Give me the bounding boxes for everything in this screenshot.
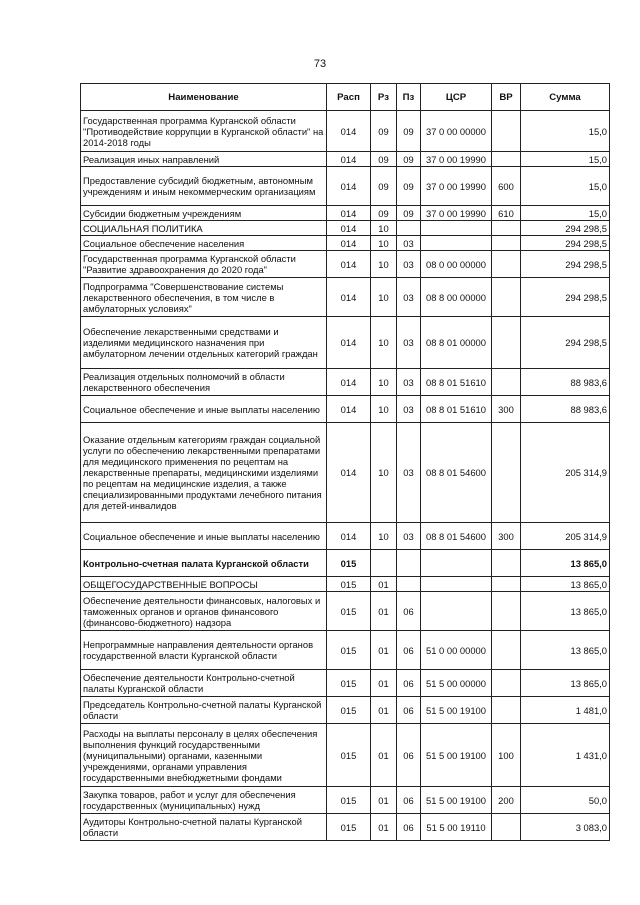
- cell-rasp: 014: [327, 396, 371, 423]
- cell-name: Реализация иных направлений: [81, 152, 327, 167]
- cell-pz: 03: [397, 317, 421, 369]
- header-csr: ЦСР: [421, 84, 492, 111]
- cell-pz: 03: [397, 369, 421, 396]
- cell-pz: 03: [397, 523, 421, 550]
- cell-rasp: 015: [327, 787, 371, 814]
- cell-name: Оказание отдельным категориям граждан социальной услуги по обеспечению лекарственными препаратами для медицинского применения по рецептам на лекарственные препараты, медицинскими изделиями по рецептам на медицинские изделия, а также специализированными продуктами лечебного питания для детей-инвалидов: [81, 423, 327, 523]
- cell-pz: 09: [397, 206, 421, 221]
- cell-rasp: 014: [327, 111, 371, 152]
- cell-sum: 1 431,0: [521, 724, 610, 787]
- cell-pz: 09: [397, 167, 421, 206]
- cell-rasp: 014: [327, 523, 371, 550]
- table-row: [81, 236, 610, 251]
- cell-csr: 51 5 00 19110: [421, 814, 492, 841]
- cell-rasp: 015: [327, 631, 371, 670]
- cell-pz: 06: [397, 787, 421, 814]
- cell-sum: 50,0: [521, 787, 610, 814]
- table-row: [81, 697, 610, 724]
- cell-name: Непрограммные направления деятельности органов государственной власти Курганской области: [81, 631, 327, 670]
- table-row: [81, 577, 610, 592]
- table-row: [81, 423, 610, 523]
- cell-csr: 37 0 00 19990: [421, 152, 492, 167]
- cell-vr: [492, 592, 521, 631]
- cell-sum: 88 983,6: [521, 369, 610, 396]
- header-rz: Рз: [371, 84, 397, 111]
- cell-rz: 09: [371, 167, 397, 206]
- cell-rz: 10: [371, 396, 397, 423]
- cell-name: Социальное обеспечение населения: [81, 236, 327, 251]
- cell-rasp: 015: [327, 814, 371, 841]
- table-row: [81, 167, 610, 206]
- cell-name: СОЦИАЛЬНАЯ ПОЛИТИКА: [81, 221, 327, 236]
- cell-csr: 51 5 00 19100: [421, 787, 492, 814]
- cell-vr: 600: [492, 167, 521, 206]
- cell-csr: 51 5 00 19100: [421, 724, 492, 787]
- cell-rz: 09: [371, 152, 397, 167]
- cell-vr: [492, 251, 521, 278]
- table-header-row: [81, 84, 610, 111]
- header-rasp: Расп: [327, 84, 371, 111]
- cell-csr: 08 0 00 00000: [421, 251, 492, 278]
- cell-csr: 51 5 00 19100: [421, 697, 492, 724]
- header-vr: ВР: [492, 84, 521, 111]
- cell-pz: 06: [397, 592, 421, 631]
- cell-vr: 300: [492, 523, 521, 550]
- cell-rz: 10: [371, 236, 397, 251]
- cell-name: Социальное обеспечение и иные выплаты населению: [81, 396, 327, 423]
- cell-csr: 37 0 00 19990: [421, 206, 492, 221]
- cell-vr: 200: [492, 787, 521, 814]
- page-number: 73: [313, 58, 327, 70]
- cell-vr: [492, 550, 521, 577]
- cell-sum: 3 083,0: [521, 814, 610, 841]
- table-row: [81, 369, 610, 396]
- cell-rasp: 015: [327, 577, 371, 592]
- cell-vr: [492, 577, 521, 592]
- table-row: [81, 317, 610, 369]
- cell-rz: 10: [371, 251, 397, 278]
- cell-name: Предоставление субсидий бюджетным, автономным учреждениям и иным некоммерческим организациям: [81, 167, 327, 206]
- cell-rasp: 015: [327, 697, 371, 724]
- cell-vr: [492, 278, 521, 317]
- cell-vr: [492, 697, 521, 724]
- cell-name: Председатель Контрольно-счетной палаты Курганской области: [81, 697, 327, 724]
- cell-vr: [492, 423, 521, 523]
- cell-rasp: 015: [327, 550, 371, 577]
- cell-csr: 08 8 01 54600: [421, 523, 492, 550]
- cell-sum: 294 298,5: [521, 278, 610, 317]
- cell-csr: [421, 221, 492, 236]
- cell-csr: [421, 592, 492, 631]
- cell-vr: [492, 317, 521, 369]
- cell-csr: 08 8 00 00000: [421, 278, 492, 317]
- table-row: [81, 152, 610, 167]
- cell-pz: 03: [397, 251, 421, 278]
- cell-rasp: 014: [327, 167, 371, 206]
- table-row: [81, 631, 610, 670]
- table-row: [81, 814, 610, 841]
- cell-sum: 294 298,5: [521, 317, 610, 369]
- cell-rz: 01: [371, 577, 397, 592]
- cell-vr: [492, 631, 521, 670]
- cell-rasp: 014: [327, 369, 371, 396]
- cell-name: Субсидии бюджетным учреждениям: [81, 206, 327, 221]
- cell-rasp: 015: [327, 592, 371, 631]
- cell-vr: [492, 152, 521, 167]
- table-row: [81, 724, 610, 787]
- cell-rasp: 014: [327, 423, 371, 523]
- cell-rasp: 014: [327, 278, 371, 317]
- cell-pz: 03: [397, 236, 421, 251]
- cell-sum: 15,0: [521, 167, 610, 206]
- cell-pz: 09: [397, 111, 421, 152]
- cell-name: ОБЩЕГОСУДАРСТВЕННЫЕ ВОПРОСЫ: [81, 577, 327, 592]
- cell-pz: 06: [397, 814, 421, 841]
- cell-rz: 09: [371, 111, 397, 152]
- table-row: [81, 278, 610, 317]
- cell-csr: 08 8 01 51610: [421, 369, 492, 396]
- cell-rasp: 015: [327, 724, 371, 787]
- cell-rasp: 014: [327, 317, 371, 369]
- cell-rz: 01: [371, 724, 397, 787]
- table-row: [81, 787, 610, 814]
- table-row: [81, 523, 610, 550]
- cell-vr: [492, 369, 521, 396]
- cell-csr: 51 0 00 00000: [421, 631, 492, 670]
- cell-name: Государственная программа Курганской области "Противодействие коррупции в Курганской области" на 2014-2018 годы: [81, 111, 327, 152]
- cell-name: Расходы на выплаты персоналу в целях обеспечения выполнения функций государственными (муниципальными) органами, казенными учреждениями, органами управления государственными внебюджетными фондами: [81, 724, 327, 787]
- cell-sum: 15,0: [521, 111, 610, 152]
- cell-rz: 01: [371, 670, 397, 697]
- cell-rz: 10: [371, 423, 397, 523]
- cell-rasp: 015: [327, 670, 371, 697]
- cell-sum: 13 865,0: [521, 631, 610, 670]
- cell-sum: 294 298,5: [521, 251, 610, 278]
- cell-rz: 01: [371, 697, 397, 724]
- cell-name: Закупка товаров, работ и услуг для обеспечения государственных (муниципальных) нужд: [81, 787, 327, 814]
- cell-rasp: 014: [327, 221, 371, 236]
- header-pz: Пз: [397, 84, 421, 111]
- cell-csr: 51 5 00 00000: [421, 670, 492, 697]
- cell-vr: [492, 236, 521, 251]
- cell-sum: 88 983,6: [521, 396, 610, 423]
- cell-vr: [492, 814, 521, 841]
- cell-pz: [397, 577, 421, 592]
- cell-rz: 01: [371, 592, 397, 631]
- cell-csr: [421, 236, 492, 251]
- cell-csr: 08 8 01 54600: [421, 423, 492, 523]
- cell-rz: 09: [371, 206, 397, 221]
- cell-rasp: 014: [327, 236, 371, 251]
- header-sum: Сумма: [521, 84, 610, 111]
- table-row: [81, 111, 610, 152]
- cell-vr: 610: [492, 206, 521, 221]
- cell-csr: 08 8 01 00000: [421, 317, 492, 369]
- table-row: [81, 221, 610, 236]
- cell-sum: 13 865,0: [521, 670, 610, 697]
- cell-pz: 09: [397, 152, 421, 167]
- cell-rz: 01: [371, 787, 397, 814]
- cell-name: Реализация отдельных полномочий в области лекарственного обеспечения: [81, 369, 327, 396]
- cell-pz: 06: [397, 670, 421, 697]
- table-row: [81, 206, 610, 221]
- cell-sum: 205 314,9: [521, 423, 610, 523]
- table-row: [81, 592, 610, 631]
- cell-rz: 01: [371, 814, 397, 841]
- cell-rasp: 014: [327, 152, 371, 167]
- cell-sum: 1 481,0: [521, 697, 610, 724]
- cell-pz: [397, 221, 421, 236]
- cell-csr: [421, 577, 492, 592]
- cell-pz: 06: [397, 697, 421, 724]
- cell-name: Контрольно-счетная палата Курганской области: [81, 550, 327, 577]
- table-row: [81, 251, 610, 278]
- cell-rz: 10: [371, 221, 397, 236]
- cell-name: Социальное обеспечение и иные выплаты населению: [81, 523, 327, 550]
- cell-sum: 205 314,9: [521, 523, 610, 550]
- cell-pz: 03: [397, 423, 421, 523]
- cell-vr: 300: [492, 396, 521, 423]
- table-row: [81, 670, 610, 697]
- cell-rasp: 014: [327, 206, 371, 221]
- cell-name: Обеспечение деятельности Контрольно-счетной палаты Курганской области: [81, 670, 327, 697]
- cell-csr: 37 0 00 19990: [421, 167, 492, 206]
- table-row: [81, 550, 610, 577]
- cell-vr: 100: [492, 724, 521, 787]
- cell-pz: 06: [397, 631, 421, 670]
- cell-name: Государственная программа Курганской области "Развитие здравоохранения до 2020 года": [81, 251, 327, 278]
- cell-rz: 10: [371, 317, 397, 369]
- cell-rz: 10: [371, 523, 397, 550]
- cell-pz: [397, 550, 421, 577]
- budget-table: [80, 83, 610, 841]
- cell-vr: [492, 221, 521, 236]
- cell-pz: 03: [397, 278, 421, 317]
- cell-sum: 294 298,5: [521, 221, 610, 236]
- cell-rz: 10: [371, 369, 397, 396]
- cell-sum: 15,0: [521, 152, 610, 167]
- cell-pz: 06: [397, 724, 421, 787]
- cell-rasp: 014: [327, 251, 371, 278]
- cell-sum: 13 865,0: [521, 592, 610, 631]
- cell-sum: 294 298,5: [521, 236, 610, 251]
- cell-csr: 08 8 01 51610: [421, 396, 492, 423]
- table-body: [81, 111, 610, 841]
- header-name: Наименование: [81, 84, 327, 111]
- cell-vr: [492, 111, 521, 152]
- table-row: [81, 396, 610, 423]
- cell-csr: 37 0 00 00000: [421, 111, 492, 152]
- cell-name: Подпрограмма "Совершенствование системы лекарственного обеспечения, в том числе в амбулаторных условиях": [81, 278, 327, 317]
- cell-sum: 15,0: [521, 206, 610, 221]
- cell-name: Аудиторы Контрольно-счетной палаты Курганской области: [81, 814, 327, 841]
- cell-rz: [371, 550, 397, 577]
- cell-csr: [421, 550, 492, 577]
- cell-vr: [492, 670, 521, 697]
- cell-rz: 10: [371, 278, 397, 317]
- cell-sum: 13 865,0: [521, 577, 610, 592]
- cell-name: Обеспечение деятельности финансовых, налоговых и таможенных органов и органов финансового (финансово-бюджетного) надзора: [81, 592, 327, 631]
- cell-sum: 13 865,0: [521, 550, 610, 577]
- cell-pz: 03: [397, 396, 421, 423]
- cell-rz: 01: [371, 631, 397, 670]
- cell-name: Обеспечение лекарственными средствами и изделиями медицинского назначения при амбулаторном лечении отдельных категорий граждан: [81, 317, 327, 369]
